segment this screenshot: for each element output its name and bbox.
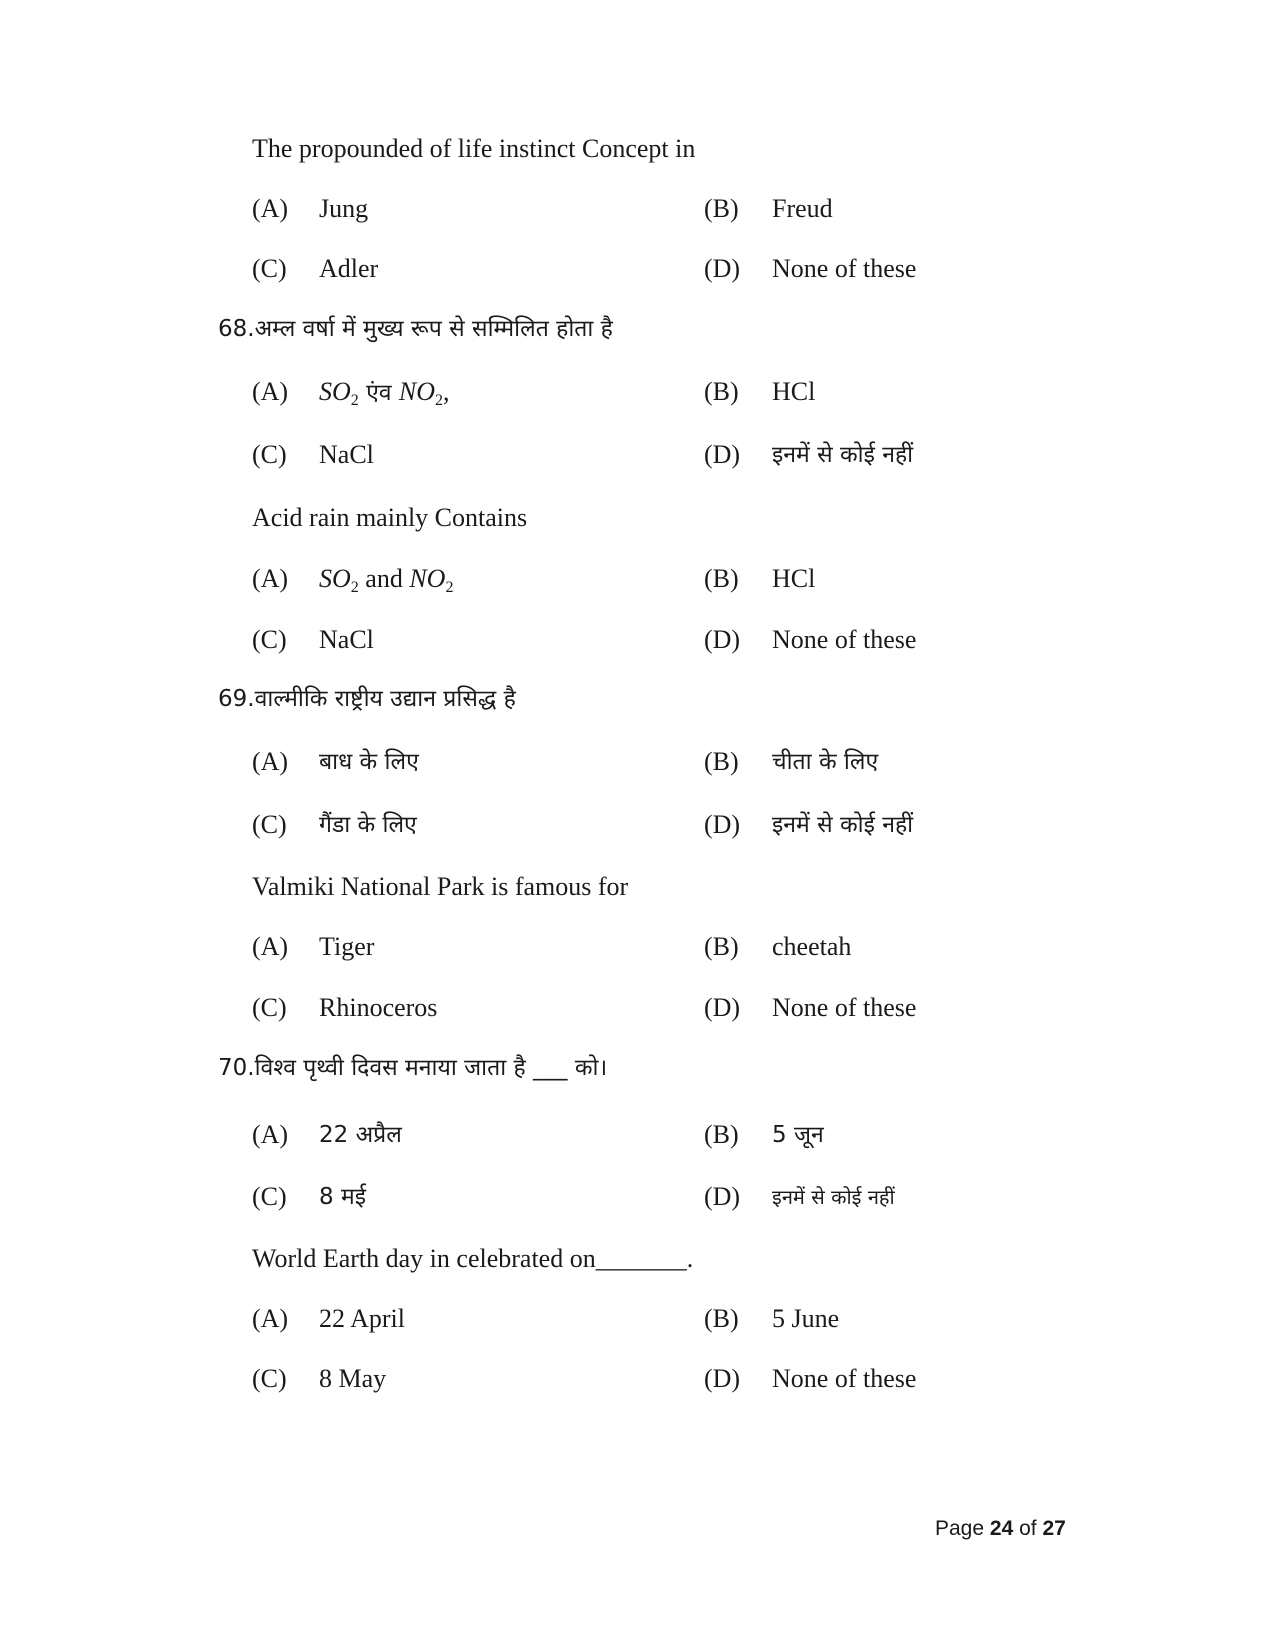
q68-hindi-option-a-text: [319, 377, 450, 408]
q70-english-option-d-text: None of these: [772, 1364, 917, 1393]
page-current: 24: [989, 1517, 1014, 1540]
q68-english-option-d-label: (D): [704, 625, 741, 654]
formula-no2: $NO_2$: [398, 377, 444, 409]
page-number: [935, 1516, 1066, 1542]
q68-english-question: Acid rain mainly Contains: [252, 503, 528, 532]
q69-hindi-option-a-label: (A): [252, 747, 289, 776]
q68-hindi-option-c-label: (C): [252, 440, 287, 469]
q69-english-option-b-label: (B): [704, 932, 739, 961]
q69-english-option-b-text: cheetah: [772, 932, 852, 961]
q68-hindi-option-b-label: (B): [704, 377, 739, 406]
page-of: of: [1013, 1517, 1043, 1540]
q68-hindi-option-d-label: (D): [704, 440, 741, 469]
q70-english-option-a-text: 22 April: [319, 1304, 405, 1333]
q70-hindi-question: 70.विश्व पृथ्वी दिवस मनाया जाता है ___ को।: [218, 1055, 608, 1081]
q70-hindi-option-b-label: (B): [704, 1120, 739, 1149]
q67-question: The propounded of life instinct Concept in: [252, 134, 696, 163]
q68-english-option-c-label: (C): [252, 625, 287, 654]
q70-english-option-b-label: (B): [704, 1304, 739, 1333]
q69-english-question: Valmiki National Park is famous for: [252, 872, 629, 901]
q69-hindi-question: 69.वाल्मीकि राष्ट्रीय उद्यान प्रसिद्ध है: [218, 686, 516, 712]
q70-english-question: World Earth day in celebrated on_______.: [252, 1244, 694, 1273]
q67-option-c-label: (C): [252, 254, 287, 283]
q67-option-d-text: None of these: [772, 254, 917, 283]
q67-option-d-label: (D): [704, 254, 741, 283]
q69-english-option-c-label: (C): [252, 993, 287, 1022]
formula-so2: $SO_2$: [319, 564, 359, 596]
q70-hindi-option-a-label: (A): [252, 1120, 289, 1149]
q68-hindi-option-a-label: (A): [252, 377, 289, 406]
q69-hindi-option-d-label: (D): [704, 810, 741, 839]
q67-option-b-text: Freud: [772, 194, 833, 223]
q68-hindi-option-c-text: NaCl: [319, 440, 374, 469]
q67-option-a-label: (A): [252, 194, 289, 223]
q68-hindi-option-b-text: HCl: [772, 377, 816, 406]
q68-english-option-a-label: (A): [252, 564, 289, 593]
q70-english-option-c-text: 8 May: [319, 1364, 387, 1393]
page-prefix: Page: [935, 1517, 990, 1540]
q70-hindi-option-d-text: इनमें से कोई नहीं: [772, 1185, 895, 1209]
q68-english-option-b-label: (B): [704, 564, 739, 593]
q70-english-option-c-label: (C): [252, 1364, 287, 1393]
q70-english-option-a-label: (A): [252, 1304, 289, 1333]
q68-hindi-question: 68.अम्ल वर्षा में मुख्य रूप से सम्मिलित होता है: [218, 316, 613, 342]
q68-english-option-d-text: None of these: [772, 625, 917, 654]
q69-hindi-option-b-text: चीता के लिए: [772, 749, 879, 775]
formula-no2: $NO_2$: [409, 564, 454, 596]
conjunction: एंव: [358, 380, 399, 406]
q70-hindi-option-b-text: 5 जून: [772, 1122, 824, 1148]
q67-option-c-text: Adler: [319, 254, 379, 283]
q68-english-option-c-text: NaCl: [319, 625, 374, 654]
q69-english-option-d-label: (D): [704, 993, 741, 1022]
q68-english-option-a-text: [319, 564, 453, 594]
q70-hindi-option-c-text: 8 मई: [319, 1184, 366, 1210]
trailing-comma: ,: [443, 377, 450, 406]
q69-english-option-a-text: Tiger: [319, 932, 375, 961]
q69-hindi-option-b-label: (B): [704, 747, 739, 776]
q70-hindi-option-a-text: 22 अप्रैल: [319, 1122, 402, 1148]
q67-option-b-label: (B): [704, 194, 739, 223]
q68-english-option-b-text: HCl: [772, 564, 816, 593]
q69-english-option-c-text: Rhinoceros: [319, 993, 438, 1022]
formula-so2: $SO_2$: [319, 377, 359, 409]
q69-hindi-option-d-text: इनमें से कोई नहीं: [772, 812, 914, 838]
q69-hindi-option-c-label: (C): [252, 810, 287, 839]
q69-english-option-d-text: None of these: [772, 993, 917, 1022]
q69-hindi-option-c-text: गैंडा के लिए: [319, 812, 417, 838]
q69-hindi-option-a-text: बाध के लिए: [319, 749, 419, 775]
q68-hindi-option-d-text: इनमें से कोई नहीं: [772, 442, 914, 468]
q67-option-a-text: Jung: [319, 194, 369, 223]
q70-english-option-b-text: 5 June: [772, 1304, 840, 1333]
q70-english-option-d-label: (D): [704, 1364, 741, 1393]
q70-hindi-option-d-label: (D): [704, 1182, 741, 1211]
q70-hindi-option-c-label: (C): [252, 1182, 287, 1211]
page-total: 27: [1042, 1517, 1066, 1540]
q69-english-option-a-label: (A): [252, 932, 289, 961]
conjunction: and: [358, 564, 410, 593]
